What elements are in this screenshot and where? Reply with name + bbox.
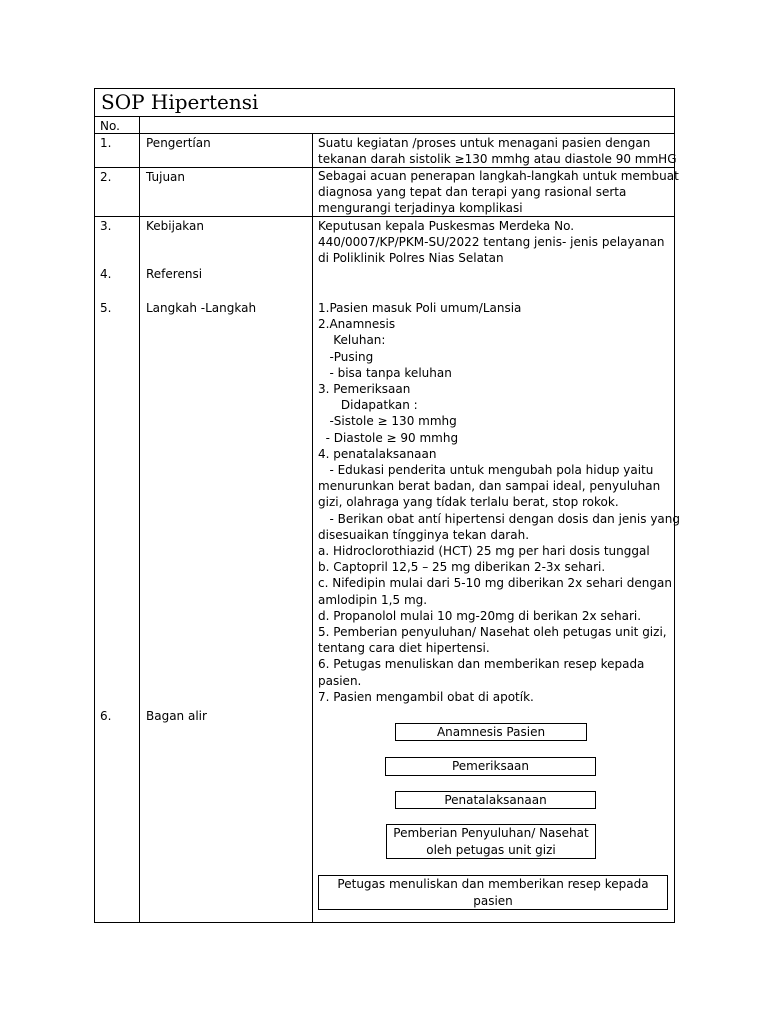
row-label-tujuan: Tujuan xyxy=(146,170,186,184)
flow-box-resep xyxy=(318,875,668,910)
document-title: SOP Hipertensi xyxy=(94,88,675,117)
row-number: 3. xyxy=(100,219,112,233)
row-label-kebijakan: Kebijakan xyxy=(146,219,204,233)
flow-box-pemeriksaan xyxy=(385,757,596,776)
row-label-langkah: Langkah -Langkah xyxy=(146,301,257,315)
step-line: 7. Pasien mengambil obat di apotík. xyxy=(318,689,534,704)
step-line: amlodipin 1,5 mg. xyxy=(318,592,428,607)
flow-box-label: Pemeriksaan xyxy=(451,759,530,773)
flow-box-label: pasien xyxy=(473,893,513,908)
step-line: Keluhan: xyxy=(318,333,386,348)
step-line: -Pusing xyxy=(318,349,374,364)
row-text-line: tekanan darah sistolik ≥130 mmhg atau diastole 90 mmHG xyxy=(318,152,677,166)
flow-box-label: Anamnesis Pasien xyxy=(436,724,546,739)
column-divider xyxy=(312,133,313,923)
step-line: 5. Pemberian penyuluhan/ Nasehat oleh petugas unit gizi, xyxy=(318,625,667,639)
step-line: gizi, olahraga yang tídak terlalu berat, stop rokok. xyxy=(318,495,619,510)
row-text-line: diagnosa yang tepat dan terapi yang rasional serta xyxy=(318,185,627,199)
step-line: a. Hidroclorothiazid (HCT) 25 mg per hari dosis tunggal xyxy=(318,544,650,558)
step-line: Didapatkan : xyxy=(318,398,418,413)
step-line: tentang cara diet hipertensi. xyxy=(318,641,490,656)
row-text-line: Suatu kegiatan /proses untuk menagani pasien dengan xyxy=(318,136,651,150)
flow-box-anamnesis xyxy=(395,723,587,741)
row-number: 2. xyxy=(100,170,112,184)
step-line: disesuaikan tíngginya tekan darah. xyxy=(318,527,530,542)
flow-box-penatalaksanaan xyxy=(395,791,596,809)
row-label-bagan-alir: Bagan alir xyxy=(146,709,207,723)
step-line: menurunkan berat badan, dan sampai ideal, penyuluhan xyxy=(318,479,661,494)
step-line: d. Propanolol mulai 10 mg-20mg di berikan 2x sehari. xyxy=(318,608,642,623)
step-line: pasien. xyxy=(318,673,362,688)
step-line: - Berikan obat antí hipertensi dengan dosis dan jenis yang xyxy=(318,511,680,526)
step-line: 4. penatalaksanaan xyxy=(318,446,437,461)
row-number: 4. xyxy=(100,267,112,281)
row-text-line: Sebagai acuan penerapan langkah-langkah untuk membuat xyxy=(318,169,679,183)
flow-box-label: oleh petugas unit gizi xyxy=(426,842,556,857)
row-divider xyxy=(94,133,675,134)
step-line: - Diastole ≥ 90 mmhg xyxy=(318,430,459,445)
flow-box-label: Pemberian Penyuluhan/ Nasehat xyxy=(393,825,589,840)
row-number: 1. xyxy=(100,136,112,150)
step-line: 1.Pasien masuk Poli umum/Lansia xyxy=(318,301,522,315)
row-label-referensi: Referensi xyxy=(146,267,203,281)
row-text-line: di Poliklinik Polres Nias Selatan xyxy=(318,251,504,265)
row-number: 6. xyxy=(100,709,112,723)
row-number: 5. xyxy=(100,301,112,315)
step-line: 6. Petugas menuliskan dan memberikan resep kepada xyxy=(318,657,645,672)
step-line: c. Nifedipin mulai dari 5-10 mg diberikan 2x sehari dengan xyxy=(318,576,672,591)
step-line: b. Captopril 12,5 – 25 mg diberikan 2-3x sehari. xyxy=(318,560,606,575)
step-line: -Sistole ≥ 130 mmhg xyxy=(318,414,457,429)
step-line: 3. Pemeriksaan xyxy=(318,382,411,396)
row-text-line: 440/0007/KP/PKM-SU/2022 tentang jenis- jenis pelayanan xyxy=(318,235,665,249)
column-divider xyxy=(139,117,140,923)
step-line: - bisa tanpa keluhan xyxy=(318,365,452,380)
flow-box-penyuluhan xyxy=(386,824,596,859)
step-line: 2.Anamnesis xyxy=(318,317,396,332)
step-line: - Edukasi penderita untuk mengubah pola hidup yaitu xyxy=(318,463,654,477)
row-label-pengertian: Pengertían xyxy=(146,136,211,150)
header-no: No. xyxy=(100,119,120,133)
flow-box-label: Petugas menuliskan dan memberikan resep kepada xyxy=(337,876,649,891)
row-text-line: mengurangi terjadinya komplikasi xyxy=(318,201,523,215)
row-text-line: Keputusan kepala Puskesmas Merdeka No. xyxy=(318,219,575,233)
flow-box-label: Penatalaksanaan xyxy=(444,792,547,807)
